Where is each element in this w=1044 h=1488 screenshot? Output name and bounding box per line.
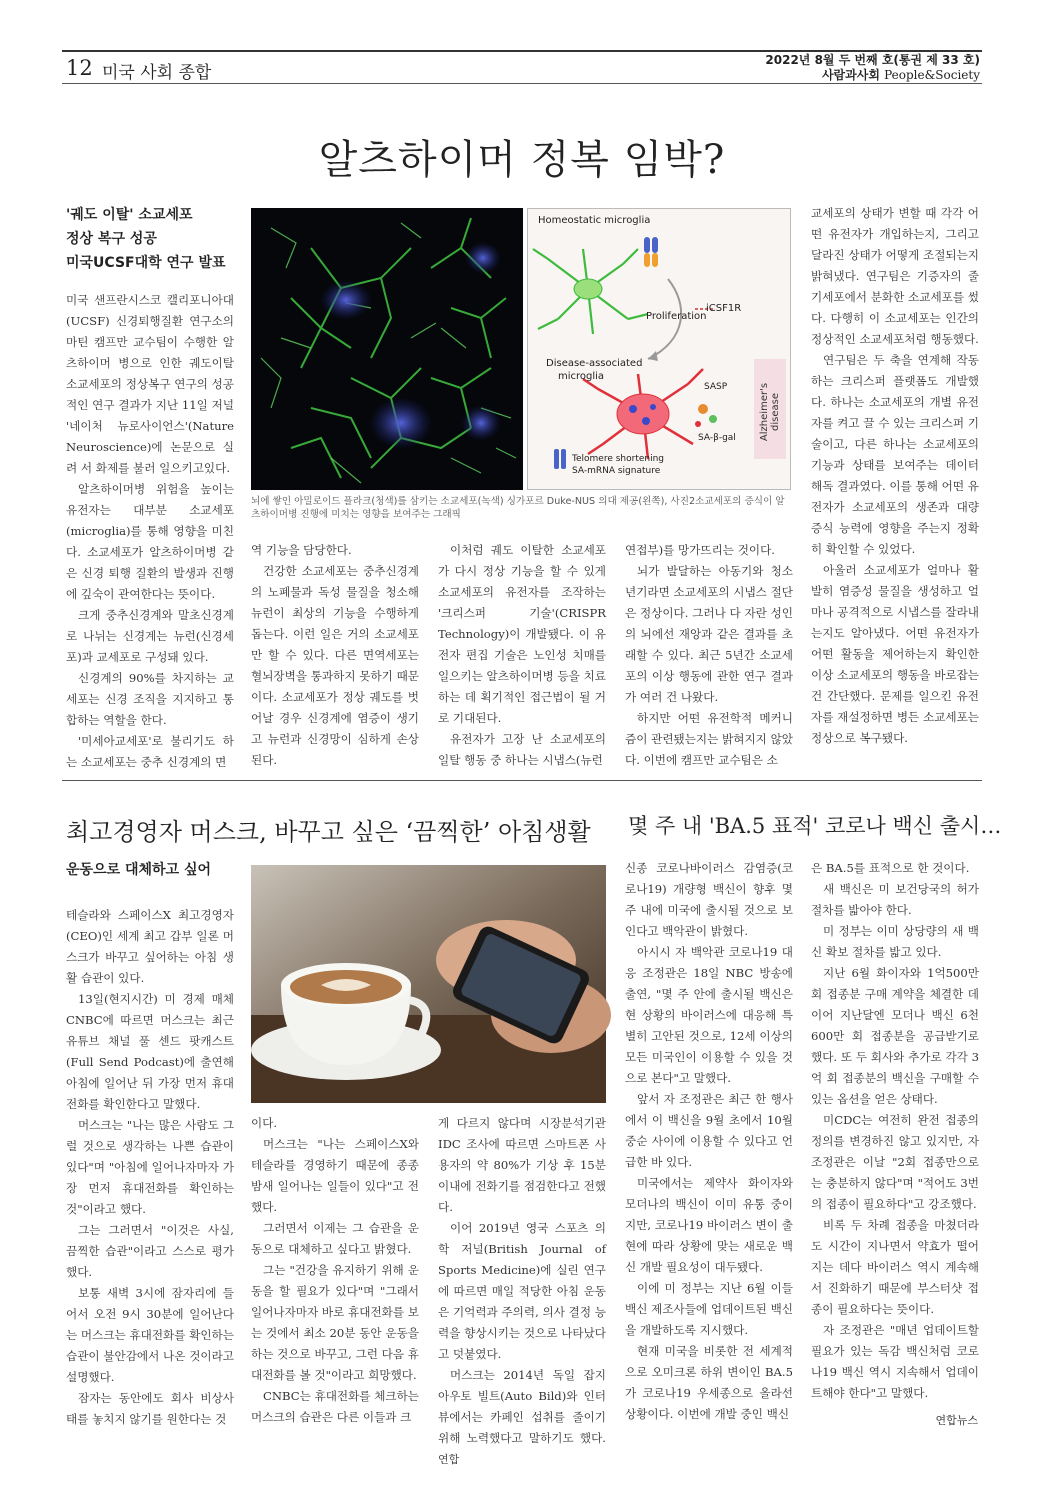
paragraph: 뇌가 발달하는 아동기와 청소년기라면 소교세포의 시냅스 절단은 정상이다. 그러나 다 자란 성인의 뇌에선 재앙과 같은 결과를 초래할 수 있다. 최근 5년간 소교세포의 이상 행동에 관한 연구 결과가 여러 건 나왔다.	[625, 564, 793, 704]
subhead-line-1: '궤도 이탈' 소교세포	[66, 207, 193, 223]
diagram-label-disease-associated	[546, 357, 642, 383]
paragraph: 잠자는 동안에도 회사 비상사태를 놓치지 않기를 원한다는 것	[66, 1391, 234, 1426]
issue-info	[765, 53, 980, 83]
article3-column-1	[625, 858, 793, 1437]
article1-column-2	[251, 540, 419, 776]
publication-line	[765, 68, 980, 83]
header-top-rule	[62, 50, 982, 52]
paragraph: 비록 두 차례 접종을 마쳤더라도 시간이 지나면서 약효가 떨어지는 데다 바이러스 역시 계속해서 진화하기 때문에 부스터샷 접종이 필요하다는 뜻이다.	[811, 1218, 979, 1316]
paragraph: 그는 그러면서 "이것은 사실, 끔찍한 습관"이라고 스스로 평가했다.	[66, 1223, 234, 1279]
diagram-label-alz-line-1: Alzheimer's	[759, 382, 770, 442]
article1-column-5	[811, 203, 979, 776]
diagram-label-icsf1r: iCSF1R	[706, 303, 742, 314]
paragraph: 알츠하이머병 위험을 높이는 유전자는 대부분 소교세포(microglia)를 통해 영향을 미친다. 소교세포가 알츠하이머병 같은 신경 퇴행 질환의 발생과 진행에 깊숙이 관여한다는 뜻이다.	[66, 482, 234, 601]
microglia-microscopy-photo	[251, 208, 523, 490]
diagram-label-telomere-line-2: SA-mRNA signature	[572, 466, 661, 476]
diagram-label-proliferation: Proliferation	[646, 311, 707, 322]
paragraph-text: 머스크는 2014년 독일 잡지 아우토 빌트(Auto Bild)와 인터뷰에서는 카페인 섭취를 줄이기 위해 노력했다고 말하기도 했다.	[438, 1368, 606, 1445]
paragraph: 신종 코로나바이러스 감염증(코로나19) 개량형 백신이 향후 몇 주 내에 미국에 출시될 것으로 보인다고 백악관이 밝혔다.	[625, 861, 793, 938]
paragraph: 크게 중추신경계와 말초신경계로 나뉘는 신경계는 뉴런(신경세포)과 교세포로 구성돼 있다.	[66, 608, 234, 664]
microglia-proliferation-diagram	[527, 208, 791, 490]
paragraph: 게 다르지 않다며 시장분석기관 IDC 조사에 따르면 스마트폰 사용자의 약 80%가 기상 후 15분 이내에 전화기를 점검한다고 전했다.	[438, 1116, 606, 1214]
diagram-label-disease-line-1: Disease-associated	[546, 358, 643, 369]
paragraph: 신경계의 90%를 차지하는 교세포는 신경 조직을 지지하고 통합하는 역할을 한다.	[66, 671, 234, 727]
paragraph: 자 조정관은 "매년 업데이트할 필요가 있는 독감 백신처럼 코로나19 백신 역시 지속해서 업데이트해야 한다"고 말했다.	[811, 1323, 979, 1400]
diagram-label-alzheimers	[759, 376, 781, 448]
headline-musk: 최고경영자 머스크, 바꾸고 싶은 ‘끔찍한’ 아침생활	[66, 818, 591, 846]
headline-covid-vaccine: 몇 주 내 'BA.5 표적' 코로나 백신 출시…	[628, 814, 1002, 838]
article1-column-3	[438, 540, 606, 776]
subheadline-alzheimer	[66, 203, 236, 275]
paragraph: 연접부)를 망가뜨리는 것이다.	[625, 543, 775, 557]
paragraph: '미세아교세포'로 불리기도 하는 소교세포는 중추 신경계의 면	[66, 734, 234, 769]
paragraph	[438, 1365, 606, 1470]
paragraph: 지난 6월 화이자와 1억500만 회 접종분 구매 계약을 체결한 데 이어 지난달엔 모더나 백신 6천600만 회 접종분을 공급받기로 했다. 또 두 회사와 추가로 각각 3억 회 접종분의 백신을 구매할 수 있는 옵션을 얻은 상태다.	[811, 966, 979, 1106]
diagram-label-alz-line-2: disease	[770, 393, 781, 431]
paragraph: 현재 미국을 비롯한 전 세계적으로 오미크론 하위 변이인 BA.5가 코로나19 우세종으로 올라선 상황이다. 이번에 개발 중인 백신	[625, 1344, 793, 1421]
paragraph: 이에 미 정부는 지난 6월 이들 백신 제조사들에 업데이트된 백신을 개발하도록 지시했다.	[625, 1281, 793, 1337]
paragraph: 아울러 소교세포가 얼마나 활발히 염증성 물질을 생성하고 얼마나 공격적으로 시냅스를 잘라내는지도 알아냈다. 어떤 유전자가 어떤 활동을 제어하는지 확인한 이상 소교세포의 행동을 바로잡는 건 간단했다. 문제를 일으킨 유전자를 재설정하면 병든 소교세포는 정상으로 복구됐다.	[811, 563, 979, 745]
diagram-label-sasp: SASP	[704, 382, 728, 392]
paragraph: 이처럼 궤도 이탈한 소교세포가 다시 정상 기능을 할 수 있게 소교세포의 유전자를 조작하는 '크리스퍼 기술'(CRISPR Technology)이 개발됐다. 이 유전자 편집 기술은 노인성 치매를 일으키는 알츠하이머병 등을 치료하는 데 획기적인 접근법이 될 거로 기대된다.	[438, 543, 606, 725]
paragraph: 새 백신은 미 보건당국의 허가 절차를 밟아야 한다.	[811, 882, 979, 917]
section-name: 미국 사회 종합	[102, 63, 212, 83]
subhead-line-2: 정상 복구 성공	[66, 231, 157, 247]
paragraph: 이다.	[251, 1116, 278, 1130]
diagram-label-telomere-line-1: Telomere shortening	[572, 454, 665, 464]
publication-name-en: People&Society	[884, 68, 980, 82]
diagram-label-homeostatic: Homeostatic microglia	[538, 215, 651, 226]
subhead-line-3: 미국UCSF대학 연구 발표	[66, 255, 226, 271]
article1-column-4	[625, 540, 793, 776]
diagram-label-telomere	[572, 453, 664, 477]
article2-column-3	[438, 1113, 606, 1466]
paragraph: 미CDC는 여전히 완전 접종의 정의를 변경하진 않고 있지만, 자 조정관은 이날 "2회 접종만으로는 충분하지 않다"며 "적어도 3번의 접종이 필요하다"고 강조했다.	[811, 1113, 979, 1211]
paragraph: 앞서 자 조정관은 최근 한 행사에서 이 백신을 9월 초에서 10월 중순 사이에 이용할 수 있다고 언급한 바 있다.	[625, 1092, 793, 1169]
paragraph: 은 BA.5를 표적으로 한 것이다.	[811, 861, 970, 875]
diagram-label-disease-line-2: microglia	[558, 371, 605, 382]
article2-column-1	[66, 905, 234, 1437]
publication-name: 사람과사회	[821, 68, 880, 82]
paragraph: 역 기능을 담당한다.	[251, 543, 352, 557]
paragraph: 머스크는 "나는 스페이스X와 테슬라를 경영하기 때문에 종종 밤새 일어나는 일들이 있다"고 전했다.	[251, 1137, 419, 1214]
subheadline-musk: 운동으로 대체하고 싶어	[66, 862, 211, 878]
paragraph: 테슬라와 스페이스X 최고경영자(CEO)인 세계 최고 갑부 일론 머스크가 바꾸고 싶어하는 아침 생활 습관이 있다.	[66, 908, 234, 985]
article2-column-2	[251, 1113, 419, 1437]
coffee-and-smartphone-photo	[251, 865, 606, 1103]
byline: 연합	[438, 1453, 460, 1466]
paragraph: 그는 "건강을 유지하기 위해 운동을 할 필요가 있다"며 "그래서 일어나자마자 바로 휴대전화를 보는 것에서 최소 20분 동안 운동을 하는 것으로 바꾸고, 그런 다음 휴대전화를 볼 것"이라고 희망했다.	[251, 1263, 419, 1382]
section-divider	[62, 780, 982, 781]
paragraph: 미국에서는 제약사 화이자와 모더나의 백신이 이미 유통 중이지만, 코로나19 바이러스 변이 출현에 따라 상황에 맞는 새로운 백신 개발 필요성이 대두됐다.	[625, 1176, 793, 1274]
article1-column-1	[66, 290, 234, 776]
paragraph: 보통 새벽 3시에 잠자리에 들어서 오전 9시 30분에 일어난다는 머스크는 휴대전화를 확인하는 습관이 불안감에서 나온 것이라고 설명했다.	[66, 1286, 234, 1384]
paragraph: 미국 샌프란시스코 캘리포니아대(UCSF) 신경퇴행질환 연구소의 마틴 캠프만 교수팀이 수행한 알츠하이머 병으로 인한 궤도이탈 소교세포의 정상복구 연구의 성공 적인 연구 결과가 지난 11일 저널 '네이처 뉴로사이언스'(Nature Neuroscience)에 논문으로 실려 서 화제를 불러 일으키고있다.	[66, 293, 234, 475]
paragraph: 건강한 소교세포는 중추신경계의 노폐물과 독성 물질을 청소해 뉴런이 최상의 기능을 수행하게 돕는다. 이런 일은 거의 소교세포만 할 수 있다. 다른 면역세포는 혈뇌장벽을 통과하지 못하기 때문이다. 소교세포가 정상 궤도를 벗어날 경우 신경계에 염증이 생기고 뉴런과 신경망이 심하게 손상된다.	[251, 564, 419, 767]
article3-column-2	[811, 858, 979, 1410]
header-bottom-rule	[62, 83, 982, 84]
paragraph: CNBC는 휴대전화를 체크하는 머스크의 습관은 다른 이들과 크	[251, 1389, 419, 1424]
paragraph: 이어 2019년 영국 스포츠 의학 저널(British Journal of Sports Medicine)에 실린 연구에 따르면 매일 적당한 아침 운동은 기억력과 주의력, 의사 결정 능력을 향상시키는 것으로 나타났다고 덧붙였다.	[438, 1221, 606, 1361]
paragraph: 그러면서 이제는 그 습관을 운동으로 대체하고 싶다고 밝혔다.	[251, 1221, 419, 1256]
byline-yonhap-news: 연합뉴스	[935, 1414, 978, 1427]
page-number: 12	[66, 56, 93, 80]
paragraph: 머스크는 "나는 많은 사람도 그럴 것으로 생각하는 나쁜 습관이 있다"며 "아침에 일어나자마자 가장 먼저 휴대전화를 확인하는 것"이라고 했다.	[66, 1118, 234, 1216]
paragraph: 하지만 어떤 유전학적 메커니즘이 관련됐는지는 밝혀지지 않았다. 이번에 캠프만 교수팀은 소	[625, 711, 793, 767]
paragraph: 교세포의 상태가 변할 때 각각 어떤 유전자가 개입하는지, 그리고 달라진 상태가 어떻게 조절되는지 밝혀냈다. 연구팀은 기증자의 줄기세포에서 분화한 소교세포를 썼다. 다행히 이 소교세포는 인간의 정상적인 소교세포처럼 행동했다.	[811, 206, 979, 346]
issue-line: 2022년 8월 두 번째 호(통권 제 33 호)	[765, 53, 980, 67]
photo-caption: 뇌에 쌓인 아밀로이드 플라크(청색)를 삼키는 소교세포(녹색) 싱가포르 Duke-NUS 의대 제공(왼쪽), 사진2소교세포의 증식이 알츠하이머병 진행에 미치는 영향을 보여주는 그래픽	[251, 496, 785, 520]
paragraph: 유전자가 고장 난 소교세포의 일탈 행동 중 하나는 시냅스(뉴런	[438, 732, 606, 767]
diagram-label-sa-beta-gal: SA-β-gal	[698, 433, 736, 443]
paragraph: 13일(현지시간) 미 경제 매체 CNBC에 따르면 머스크는 최근 유튜브 채널 풀 센드 팟캐스트(Full Send Podcast)에 출연해 아침에 일어난 뒤 가장 먼저 휴대전화를 확인한다고 말했다.	[66, 992, 234, 1111]
paragraph: 미 정부는 이미 상당량의 새 백신 확보 절차를 밟고 있다.	[811, 924, 979, 959]
paragraph: 아시시 자 백악관 코로나19 대응 조정관은 18일 NBC 방송에 출연, "몇 주 안에 출시될 백신은 현 상황의 바이러스에 대응해 특별히 고안된 것으로, 12세 이상의 모든 미국인이 이용할 수 있을 것으로 본다"고 말했다.	[625, 945, 793, 1085]
headline-alzheimer: 알츠하이머 정복 임박?	[318, 137, 726, 183]
paragraph: 연구팀은 두 축을 연계해 작동하는 크리스퍼 플랫폼도 개발했다. 하나는 소교세포의 개별 유전자를 켜고 끌 수 있는 크리스퍼 기술이고, 다른 하나는 소교세포의 기능과 상태를 보여주는 데이터 해독 결과였다. 이를 통해 어떤 유전자가 소교세포의 생존과 대량 증식 능력에 영향을 주는지 정확히 확인할 수 있었다.	[811, 353, 979, 556]
